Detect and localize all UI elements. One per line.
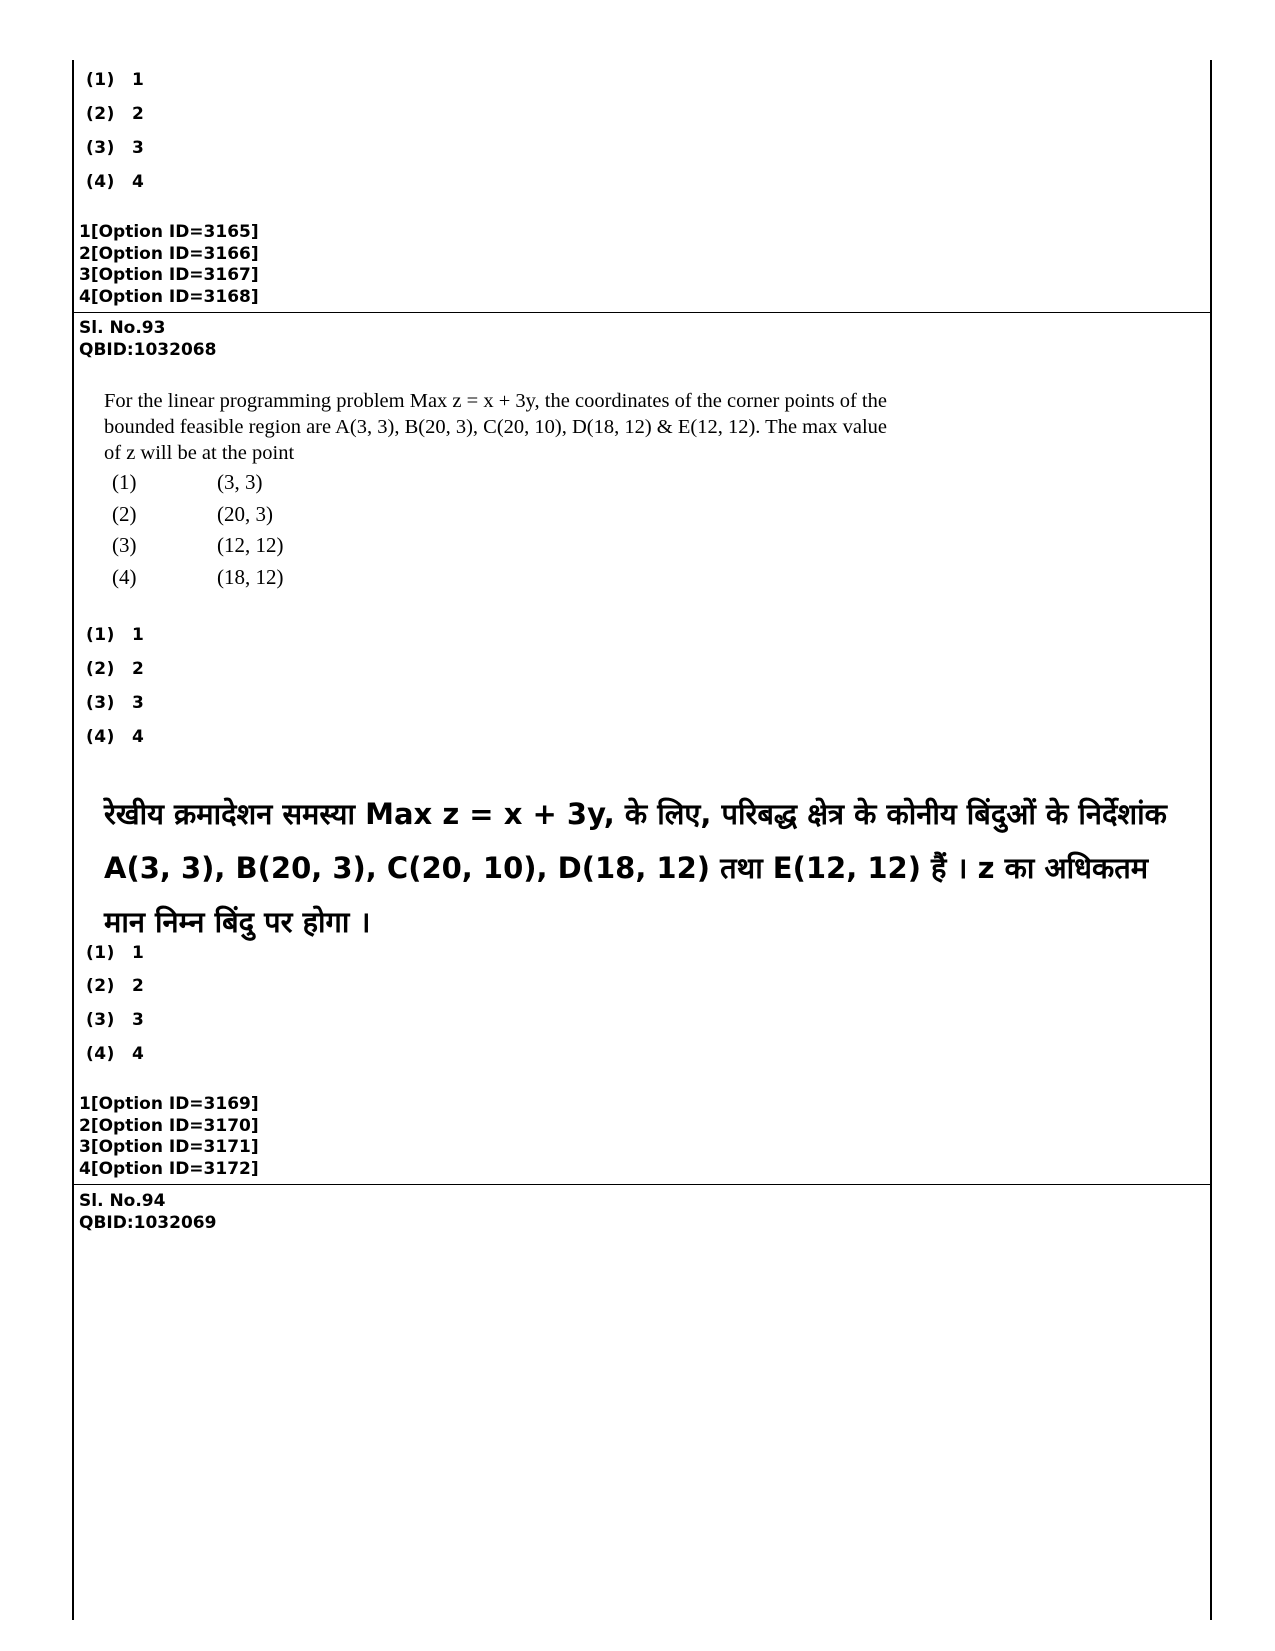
- option-id: 4[Option ID=3172]: [79, 1158, 259, 1179]
- option-item: (1) 1: [86, 625, 145, 645]
- option-item: (3) 3: [86, 1010, 145, 1030]
- choice-item: (3) (12, 12): [112, 533, 284, 557]
- divider: [72, 312, 1210, 313]
- option-id: 1[Option ID=3169]: [79, 1094, 259, 1114]
- choice-item: (4) (18, 12): [112, 565, 284, 589]
- divider: [72, 1184, 1210, 1185]
- option-item: (2) 2: [86, 976, 145, 996]
- option-item: (4) 4: [86, 727, 145, 747]
- option-id: 1[Option ID=3165]: [79, 222, 259, 242]
- option-id: 3[Option ID=3167]: [79, 265, 259, 285]
- option-id: 4[Option ID=3168]: [79, 286, 259, 307]
- option-item: (3) 3: [86, 693, 145, 713]
- option-item: (2) 2: [86, 659, 145, 679]
- question-header: [79, 1191, 216, 1234]
- option-item: (1) 1: [86, 70, 145, 90]
- option-item: (2) 2: [86, 104, 145, 124]
- serial-number: Sl. No.94: [79, 1191, 166, 1211]
- option-id: 3[Option ID=3171]: [79, 1137, 259, 1157]
- option-item: (4) 4: [86, 172, 145, 192]
- option-id: 2[Option ID=3170]: [79, 1115, 259, 1136]
- qbid: QBID:1032068: [79, 339, 217, 360]
- qbid: QBID:1032069: [79, 1212, 217, 1233]
- question-text-english: For the linear programming problem Max z = x + 3y, the coordinates of the corner points of the bounded feasible region are A(3, 3), B(20, 3), C(20, 10), D(18, 12) & E(12, 12). The max value of z will be at the point: [104, 390, 887, 464]
- choice-item: (2) (20, 3): [112, 502, 273, 526]
- option-item: (3) 3: [86, 138, 145, 158]
- serial-number: Sl. No.93: [79, 318, 166, 338]
- option-id-list: [79, 222, 259, 308]
- question-header: [79, 318, 216, 361]
- option-id: 2[Option ID=3166]: [79, 243, 259, 264]
- choice-item: (1) (3, 3): [112, 470, 263, 494]
- option-id-list: [79, 1094, 259, 1180]
- option-item: (4) 4: [86, 1044, 145, 1064]
- option-item: (1) 1: [86, 943, 145, 963]
- question-text-hindi: रेखीय क्रमादेशन समस्या Max z = x + 3y, के लिए, परिबद्ध क्षेत्र के कोनीय बिंदुओं के निर्देशांक A(3, 3), B(20, 3), C(20, 10), D(18, 12) तथा E(12, 12) हैं । z का अधिकतम मान निम्न बिंदु पर होगा ।: [104, 797, 1167, 939]
